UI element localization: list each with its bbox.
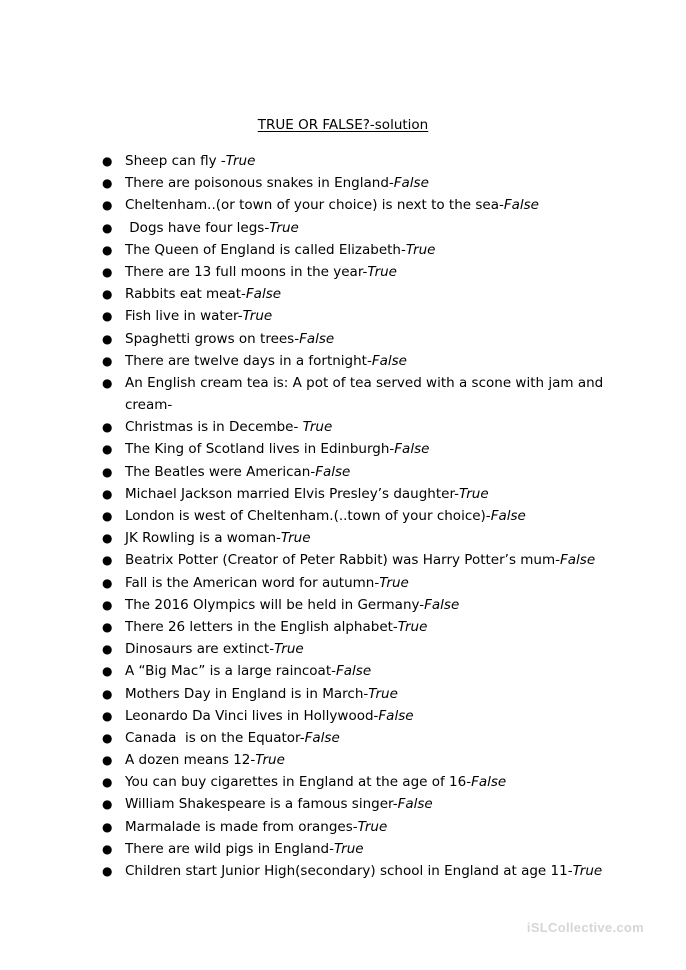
bullet-icon: ● (102, 841, 113, 856)
statement: Dinosaurs are extinct- (125, 641, 275, 658)
statement: William Shakespeare is a famous singer- (125, 796, 398, 813)
answer-label: False (336, 663, 372, 680)
statement-text (125, 572, 409, 594)
statement-text (125, 261, 397, 283)
list-item (0, 261, 686, 283)
statement-text (125, 749, 285, 771)
statement-text (125, 217, 299, 239)
statement-text (125, 150, 255, 172)
bullet-icon: ● (102, 420, 113, 435)
list-item (0, 549, 686, 571)
statement: You can buy cigarettes in England at the age of 16- (125, 774, 472, 791)
statement: JK Rowling is a woman- (125, 530, 281, 547)
statement-text (125, 638, 304, 660)
statement: An English cream tea is: A pot of tea served with a scone with jam and (125, 374, 604, 391)
bullet-icon: ● (102, 531, 113, 546)
answer-label: True (397, 618, 428, 635)
page-title: TRUE OR FALSE?-solution (257, 117, 429, 133)
statement-text (125, 194, 539, 216)
bullet-icon: ● (102, 753, 113, 768)
statement: There are wild pigs in England- (125, 840, 334, 857)
list-item (0, 328, 686, 350)
bullet-icon: ● (102, 309, 113, 324)
answer-label: True (379, 574, 409, 591)
statement-text (125, 239, 436, 261)
statement: The Queen of England is called Elizabeth- (125, 241, 406, 258)
statement: Fall is the American word for autumn- (125, 574, 380, 591)
statement: Dogs have four legs- (125, 219, 270, 236)
statement: Beatrix Potter (Creator of Peter Rabbit) was Harry Potter’s mum- (125, 552, 561, 569)
answer-label: True (357, 818, 388, 835)
statement: Marmalade is made from oranges- (125, 818, 358, 835)
answer-label: False (393, 175, 429, 192)
statement-text (125, 283, 281, 305)
statement: Rabbits eat meat- (125, 286, 246, 303)
list-item (0, 505, 686, 527)
list-item (0, 527, 686, 549)
bullet-icon: ● (102, 242, 113, 257)
bullet-icon: ● (102, 287, 113, 302)
bullet-icon: ● (102, 486, 113, 501)
statement-text (125, 860, 602, 882)
bullet-icon: ● (102, 553, 113, 568)
list-item (0, 793, 686, 815)
statement: Cheltenham..(or town of your choice) is next to the sea- (125, 197, 504, 214)
answer-label: True (255, 752, 285, 769)
statement: A dozen means 12- (125, 752, 256, 769)
statement-text (125, 172, 429, 194)
answer-label: False (490, 508, 526, 524)
answer-label: True (333, 840, 364, 857)
list-item (0, 727, 686, 749)
statement: Mothers Day in England is in March- (125, 685, 369, 702)
statement: The King of Scotland lives in Edinburgh- (125, 441, 395, 458)
answer-label: True (405, 241, 436, 258)
statement-continuation: cream- (125, 397, 173, 414)
answer-label: False (304, 729, 340, 746)
list-item (0, 217, 686, 239)
answer-label: False (471, 774, 507, 791)
statement-text (125, 350, 407, 372)
list-item (0, 283, 686, 305)
bullet-icon: ● (102, 464, 113, 479)
statement-text (125, 816, 387, 838)
bullet-icon: ● (102, 442, 113, 457)
answer-label: True (302, 419, 333, 436)
answer-label: False (371, 352, 407, 369)
statement-text (125, 527, 311, 549)
statement: Leonardo Da Vinci lives in Hollywood- (125, 707, 379, 724)
statement-text (125, 328, 334, 350)
list-item (0, 172, 686, 194)
bullet-icon: ● (102, 597, 113, 612)
statement-text (125, 771, 506, 793)
statement: A “Big Mac” is a large raincoat- (125, 663, 336, 680)
answer-label: True (459, 485, 489, 502)
list-item (0, 771, 686, 793)
bullet-icon: ● (102, 864, 113, 878)
bullet-icon: ● (102, 198, 113, 213)
statement-text (125, 793, 433, 815)
answer-label: False (299, 330, 335, 347)
statement-text (125, 727, 340, 749)
list-item (0, 305, 686, 327)
statement-text (125, 549, 595, 571)
bullet-icon: ● (102, 509, 113, 523)
list-item (0, 616, 686, 638)
bullet-icon: ● (102, 176, 113, 191)
statement: There 26 letters in the English alphabet- (125, 618, 398, 635)
bullet-icon: ● (102, 353, 113, 368)
list-item (0, 239, 686, 261)
statement: Fish live in water- (125, 308, 243, 325)
statement: Sheep can fly - (125, 153, 226, 169)
statement-text (125, 305, 272, 327)
answer-label: False (560, 552, 596, 569)
answer-label: True (572, 863, 603, 879)
bullet-icon: ● (102, 642, 113, 657)
statement: Children start Junior High(secondary) school in England at age 11- (125, 863, 573, 879)
list-item (0, 594, 686, 616)
list-item (0, 416, 686, 438)
answer-label: True (242, 308, 273, 325)
answer-label: False (503, 197, 539, 214)
bullet-icon: ● (102, 264, 113, 279)
statement-text (125, 660, 371, 682)
bullet-icon: ● (102, 154, 113, 168)
bullet-icon: ● (102, 775, 113, 790)
list-item (0, 660, 686, 682)
list-item (0, 838, 686, 860)
answer-list (0, 150, 686, 882)
answer-label: False (397, 796, 433, 813)
answer-label: True (274, 641, 304, 658)
answer-label: True (225, 153, 256, 169)
bullet-icon: ● (102, 730, 113, 745)
list-item (0, 483, 686, 505)
statement-text (125, 505, 526, 527)
statement-text (125, 416, 332, 438)
list-item (0, 683, 686, 705)
list-item (0, 705, 686, 727)
list-item (0, 150, 686, 172)
list-item (0, 572, 686, 594)
statement-text (125, 705, 414, 727)
statement: Spaghetti grows on trees- (125, 330, 300, 347)
bullet-icon: ● (102, 819, 113, 834)
answer-label: False (245, 286, 282, 303)
bullet-icon: ● (102, 797, 113, 812)
answer-label: True (367, 263, 397, 280)
list-item (0, 638, 686, 660)
bullet-icon: ● (102, 331, 113, 346)
bullet-icon: ● (102, 575, 113, 590)
statement: There are poisonous snakes in England- (125, 175, 394, 192)
list-item (0, 816, 686, 838)
bullet-icon: ● (102, 664, 113, 679)
watermark: iSLCollective.com (526, 920, 644, 935)
answer-label: False (315, 463, 351, 480)
statement-text (125, 594, 459, 616)
answer-label: False (394, 441, 430, 458)
statement-text (125, 372, 603, 394)
bullet-icon: ● (102, 708, 113, 723)
statement-text (125, 438, 429, 460)
answer-label: False (378, 707, 414, 724)
statement-text (125, 616, 427, 638)
statement: There are 13 full moons in the year- (125, 263, 368, 280)
answer-label: True (280, 530, 311, 547)
answer-label: True (368, 685, 398, 702)
list-item (0, 350, 686, 372)
answer-label: True (269, 219, 299, 236)
list-item (0, 438, 686, 460)
statement: The 2016 Olympics will be held in Germany- (125, 596, 425, 613)
list-item (0, 461, 686, 483)
statement: There are twelve days in a fortnight- (125, 352, 372, 369)
list-item (0, 860, 686, 882)
answer-label: False (424, 596, 460, 613)
statement-text (125, 461, 350, 483)
statement-text (125, 838, 364, 860)
list-item-continuation (0, 394, 686, 416)
statement: Canada is on the Equator- (125, 729, 305, 746)
statement-text (125, 683, 398, 705)
bullet-icon: ● (102, 220, 113, 235)
statement: The Beatles were American- (125, 463, 316, 480)
list-item (0, 194, 686, 216)
bullet-icon: ● (102, 375, 113, 390)
statement: London is west of Cheltenham.(..town of your choice)- (125, 508, 491, 524)
statement: Christmas is in Decembe- (125, 419, 303, 436)
list-item (0, 372, 686, 394)
bullet-icon: ● (102, 619, 113, 634)
statement-text (125, 483, 489, 505)
statement: Michael Jackson married Elvis Presley’s daughter- (125, 485, 460, 502)
bullet-icon: ● (102, 686, 113, 701)
list-item (0, 749, 686, 771)
